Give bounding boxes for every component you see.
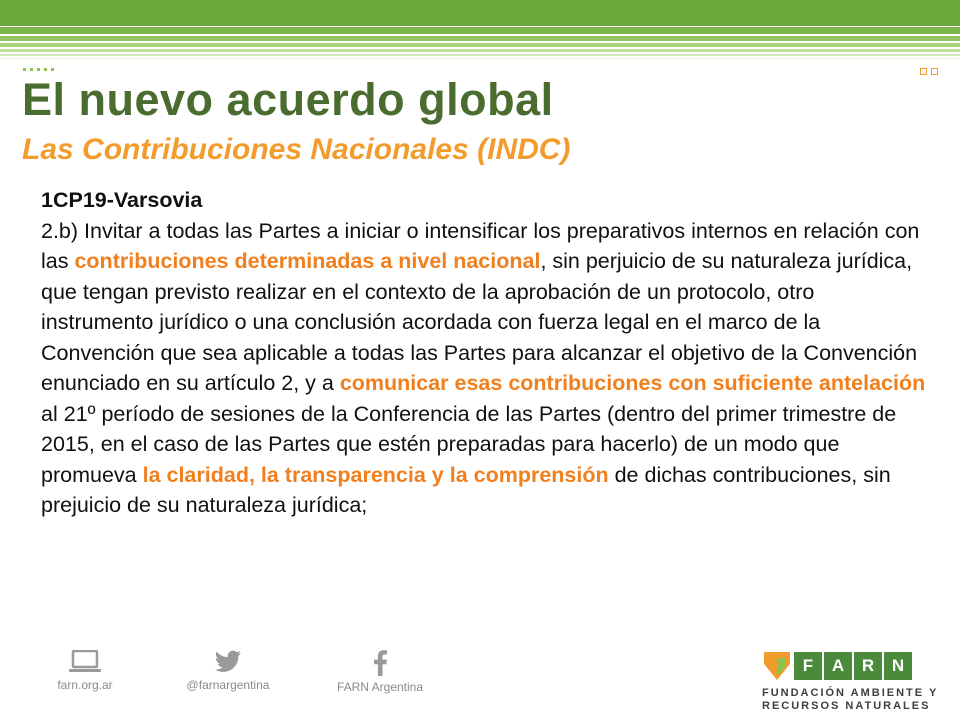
facebook-icon (372, 650, 388, 676)
logo-letter: N (884, 652, 912, 680)
logo-letter: R (854, 652, 882, 680)
twitter-label: @farnargentina (186, 678, 270, 692)
title-dots (23, 68, 54, 71)
highlighted-text: contribuciones determinadas a nivel nacional (74, 249, 541, 273)
slide-title: El nuevo acuerdo global (22, 74, 554, 125)
logo-line-2: RECURSOS NATURALES (762, 700, 931, 712)
corner-squares-icon (920, 68, 938, 75)
paragraph-text: de dichas contribuciones, sin prejuicio de su naturaleza jurídica; (41, 462, 891, 517)
header-stripes (0, 0, 960, 64)
farn-letters (794, 652, 912, 680)
farn-logo (762, 650, 939, 712)
logo-line-1: FUNDACIÓN AMBIENTE Y (762, 687, 939, 699)
highlighted-text: comunicar esas contribuciones con suficiente antelación (339, 371, 926, 395)
website-link[interactable] (45, 650, 125, 692)
website-label: farn.org.ar (57, 678, 113, 692)
paragraph-text: , sin perjuicio de su naturaleza jurídica, que tengan previsto realizar en el contexto de la aprobación de un protocolo, otro instrumento jurídico o una conclusión acordada con fuerza legal en el marco de la Convención que sea aplicable a todas las Partes para alcanzar el objetivo de la Convención enunciado en su artículo 2, y a (41, 249, 918, 395)
logo-letter: F (794, 652, 822, 680)
facebook-link[interactable] (325, 650, 435, 694)
logo-letter: A (824, 652, 852, 680)
slide-subtitle: Las Contribuciones Nacionales (INDC) (22, 133, 571, 166)
highlighted-text: la claridad, la transparencia y la comprensión (142, 462, 609, 487)
body-paragraph (41, 216, 926, 521)
facebook-label: FARN Argentina (336, 680, 424, 694)
paragraph-text: al 21º período de sesiones de la Conferencia de las Partes (dentro del primer trimestre de 2015, en el caso de las Partes que estén preparadas para hacerlo) de un modo que promueva (41, 401, 897, 487)
twitter-icon (214, 650, 242, 674)
paragraph-text: 2.b) Invitar a todas las Partes a iniciar o intensificar los preparativos internos en relación con las (41, 218, 920, 273)
twitter-link[interactable] (178, 650, 278, 692)
body-heading: 1CP19-Varsovia (41, 188, 203, 212)
laptop-icon (68, 650, 102, 674)
body-text (41, 185, 926, 521)
farn-leaf-icon (762, 650, 792, 684)
